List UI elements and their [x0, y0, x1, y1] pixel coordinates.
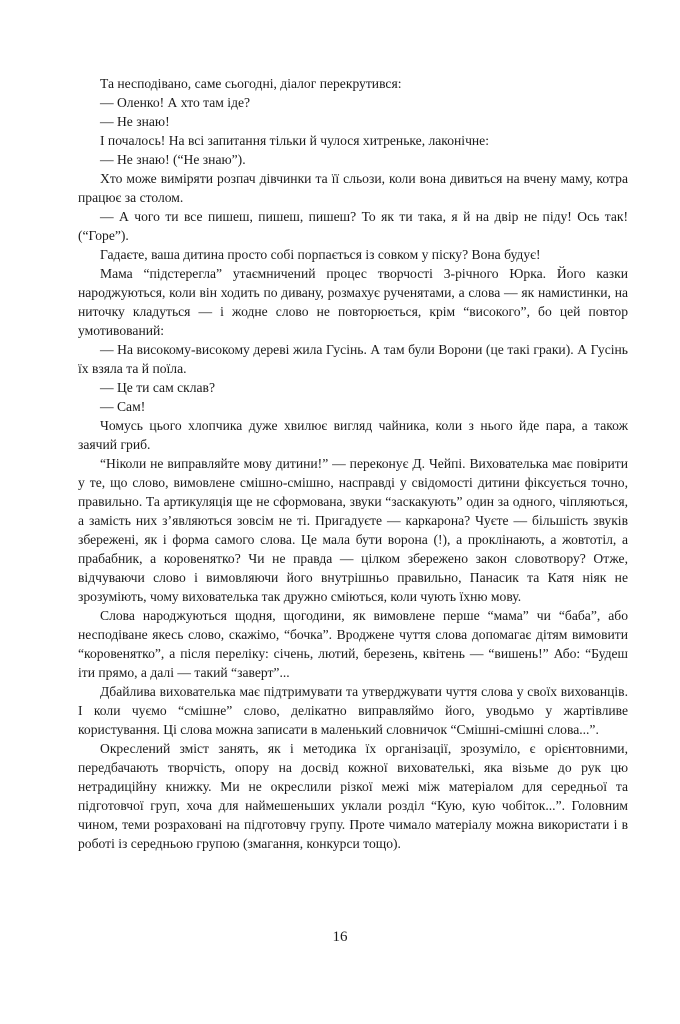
paragraph-5: — Не знаю! (“Не знаю”). [100, 152, 246, 167]
paragraph-4: І почалось! На всі запитання тільки й чулося хитреньке, лаконічне: [100, 133, 489, 148]
paragraph-14: “Ніколи не виправляйте мову дитини!” — переконує Д. Чейпі. Вихователька має повірити у те, що слово, вимовлене смішно-смішно, насправді у свідомості дитини фіксується точно, правильно. Та артикуляція ще не сформована, звуки “заскакують” один за одного, чіпляються, а замість них з’являються зовсім не ті. Пригадуєте — каркарона? Чуєте — більшість звуків збережені, як і форма самого слова. Це мала бути ворона (!), а проклінають, а жовтотіл, а прабабник, а коровенятко? Чи не правда — цілком збережено закон словотвору? Отже, відчуваючи слово і вимовляючи його внутрішньо правильно, Панасик та Катя ніяк не зрозуміють, чому вихователька так дружно сміються, коли чують їхню мову. [78, 456, 628, 604]
paragraph-10: — На високому-високому дереві жила Гусінь. А там були Ворони (це такі граки). А Гусінь їх взяла та й поїла. [78, 342, 628, 376]
paragraph-8: Гадаєте, ваша дитина просто собі порпається із совком у піску? Вона будує! [100, 247, 541, 262]
paragraph-13: Чомусь цього хлопчика дуже хвилює вигляд чайника, коли з нього йде пара, а також заячий гриб. [78, 418, 628, 452]
body-text [78, 74, 628, 853]
paragraph-7: — А чого ти все пишеш, пишеш, пишеш? То як ти така, я й на двір не піду! Ось так! (“Горе”). [78, 209, 628, 243]
paragraph-1: Та несподівано, саме сьогодні, діалог перекрутився: [100, 76, 402, 91]
paragraph-9: Мама “підстерегла” утаємничений процес творчості 3-річного Юрка. Його казки народжуються, коли він ходить по дивану, розмахує рученятами, а слова — як намистинки, на ниточку кладуться — і жодне слово не повторюється, крім “високого”, бо цей повтор умотивований: [78, 266, 628, 338]
paragraph-12: — Сам! [100, 399, 146, 414]
paragraph-17: Окреслений зміст занять, як і методика їх організації, зрозуміло, є орієнтовними, передбачають творчість, опору на досвід кожної вихователькі, яка візьме до рук цю нетрадиційну книжку. Ми не окреслили різкої межі між матеріалом для середньої та підготовчої груп, хоча для наймешеньших уклали розділ “Кую, кую чобіток...”. Головним чином, теми розраховані на підготовчу групу. Проте чимало матеріалу можна використати і в роботі із середньою групою (змагання, конкурси тощо). [78, 741, 628, 851]
paragraph-2: — Оленко! А хто там іде? [100, 95, 251, 110]
paragraph-16: Дбайлива вихователька має підтримувати та утверджувати чуття слова у своїх вихованців. І коли чуємо “смішне” слово, делікатно виправляймо його, уводьмо у жартівливе користування. Ці слова можна записати в маленький словничок “Смішні-смішні слова...”. [78, 684, 628, 737]
paragraph-6: Хто може виміряти розпач дівчинки та її сльози, коли вона дивиться на вчену маму, котра працює за столом. [78, 171, 628, 205]
paragraph-3: — Не знаю! [100, 114, 170, 129]
paragraph-15: Слова народжуються щодня, щогодини, як вимовлене перше “мама” чи “баба”, або несподіване якесь слово, скажімо, “бочка”. Вроджене чуття слова допомагає дітям вимовити “коровенятко”, а після переліку: січень, лютий, березень, квітень — “вишень!” Або: “Будеш іти прямо, а далі — такий “заверт”... [78, 608, 628, 680]
paragraph-11: — Це ти сам склав? [100, 380, 215, 395]
page-number: 16 [332, 929, 348, 945]
